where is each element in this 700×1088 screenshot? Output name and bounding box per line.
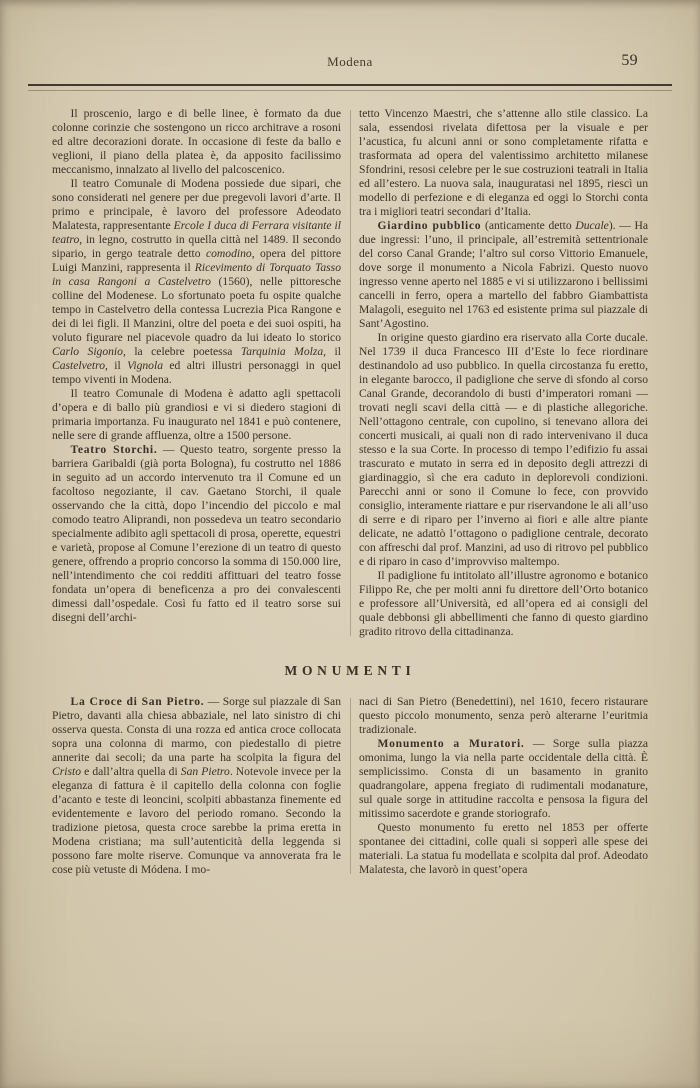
text-run: , il (323, 345, 341, 358)
text-run: comodino (205, 247, 252, 260)
text-run: naci di San Pietro (Benedettini), nel 1610, fecero ristaurare questo piccolo monumento, senza però alterarne l’euritmia tradizionale. (359, 695, 648, 736)
text-run: . Notevole invece per la eleganza di fattura è il capitello della colonna con foglie d’acanto e teste di leoncini, scolpiti abbastanza finemente ed evidentemente e lavoro del periodo romano. Secondo la tradizione pietosa, questa croce sarebbe la prima eretta in Modena cristiana; ma sull’autenticità della leggenda si possono fare molte riserve. Comunque va annoverata fra le cose più vetuste di Módena. I mo- (52, 765, 341, 876)
upper-text-block (52, 107, 648, 639)
paragraph (359, 219, 648, 331)
text-run: (anticamente detto (481, 219, 576, 232)
paragraph (359, 737, 648, 821)
lower-right-column (350, 695, 648, 877)
lower-text-block (52, 695, 648, 877)
upper-right-column (350, 107, 648, 639)
lower-left-column (52, 695, 350, 877)
paragraph (359, 331, 648, 569)
page-number: 59 (621, 52, 638, 69)
text-run: Questo monumento fu eretto nel 1853 per offerte spontanee dei cittadini, colle quali si sopperì alle spese dei materiali. La statua fu modellata e scolpita dal prof. Adeodato Malatesta, che lavorò in quest’opera (359, 821, 648, 876)
text-run: Il padiglione fu intitolato all’illustre agronomo e botanico Filippo Re, che per molti anni fu direttore dell’Orto botanico e professore all’Università, ed all’opera ed ai consigli del quale debbonsi gli abbellimenti che fanno di questo giardino gradito ritrovo della cittadinanza. (359, 569, 648, 638)
text-run: e dall’altra quella di (81, 765, 181, 778)
text-run: Ducale (575, 219, 609, 232)
section-heading-monumenti: MONUMENTI (284, 663, 416, 678)
text-run: — Questo teatro, sorgente presso la barriera Garibaldi (già porta Bologna), fu costrutto nel 1886 in seguito ad un accordo intervenuto tra il Comune ed un facoltoso negoziante, il cav. Gaetano Storchi, il quale osservando che la città, dopo l’incendio del piccolo e mal comodo teatro Aliprandi, non possedeva un teatro secondario specialmente adibito agli spettacoli di prosa, operette, equestri e varietà, propose al Comune l’erezione di un teatro di questo genere, offrendo a proprio concorso la somma di 150.000 lire, nell’intendimento che coi redditi affittuari del teatro fosse fondata un’opera di beneficenza a pro dei convalescenti dimessi dall’ospedale. Così fu fatto ed il teatro sorse sui disegni dell’archi- (52, 443, 341, 624)
text-run: Ercole I duca di Ferrara visitante il teatro (52, 219, 341, 246)
text-run: San Pietro (180, 765, 230, 778)
text-run: Carlo Sigonio (52, 345, 123, 358)
text-run: ). — Ha due ingressi: l’uno, il principale, all’estremità settentrionale del corso Canal Grande; l’altro sul corso Vittorio Emanuele, dove sorge il monumento a Nicola Fabrizi. Questo nuovo ingresso venne aperto nel 1885 e vi si utilizzarono i bellissimi cancelli in ferro, opera a martello del fabbro Giambattista Malagoli, eseguito nel 1763 ed esistente prima sul piazzale di Sant’Agostino. (359, 219, 648, 330)
paragraph (359, 107, 648, 219)
running-head: Modena (327, 54, 373, 69)
upper-left-column (52, 107, 350, 639)
text-run: Ricevimento di Torquato Tasso in casa Rangoni a Castelvetro (52, 261, 341, 288)
text-run: , il (105, 359, 128, 372)
paragraph (52, 107, 341, 177)
text-run: Il teatro Comunale di Modena è adatto agli spettacoli d’opera e di ballo più grandiosi e vi si diedero stagioni di primaria importanza. Fu inaugurato nel 1841 e può contenere, nelle sere di grande affluenza, oltre a 1500 persone. (52, 387, 341, 442)
text-run: In origine questo giardino era riservato alla Corte ducale. Nel 1739 il duca Francesco III d’Este lo fece riordinare destinandolo ad uso pubblico. In quella circostanza fu eretto, in elegante barocco, il padiglione che serve di sfondo al corso Canal Grande, decorandolo di busti d’imperatori romani — trovati negli scavi della città — e di plastiche allegoriche. Nell’ottagono centrale, con cupolino, si tenevano allora dei concerti musicali, ai quali non di rado intervenivano il duca stesso e la sua Corte. In processo di tempo l’edifizio fu assai trascurato e mutato in serra ed in deposito degli attrezzi di giardinaggio, sì che era caduto in deplorevoli condizioni. Parecchi anni or sono il Comune lo fece, con provvido consiglio, interamente riattare e pur riservandone le ali all’uso di serre e di riparo per l’inverno ai fiori e alle altre piante delicate, ne adattò l’ottagono o padiglione centrale, decorato con affreschi dal prof. Manzini, ad uso di ritrovo pel pubblico e di riparo in caso d’improvviso maltempo. (359, 331, 648, 568)
paragraph (359, 695, 648, 737)
text-run: Castelvetro (52, 359, 106, 372)
paragraph (52, 177, 341, 387)
paragraph-lead: La Croce di San Pietro. (70, 695, 205, 708)
text-run: tetto Vincenzo Maestri, che s’attenne allo stile classico. La sala, essendosi rivelata difettosa per la visuale e per l’acustica, fu alcuni anni or sono completamente rifatta e trasformata ad opera del valentissimo architetto milanese Sfondrini, resosi celebre per le sue costruzioni teatrali in Italia ed all’estero. La nuova sala, inauguratasi nel 1895, riescì un modello di perfezione e di eleganza ed oggi lo Storchi conta tra i migliori teatri secondari d’Italia. (359, 107, 648, 218)
text-run: Il teatro Comunale di Modena possiede due sipari, che sono considerati nel genere per due pregevoli lavori d’arte. Il primo e principale, è lavoro del professore Adeodato Malatesta, rappresentante (52, 177, 341, 232)
text-run: Il proscenio, largo e di belle linee, è formato da due colonne corinzie che sostengono un ricco architrave a rosoni ed altre decorazioni dorate. In occasione di feste da ballo e veglioni, il piano della platea è, da apposito facilissimo meccanismo, innalzato al livello del palcoscenico. (52, 107, 341, 176)
paragraph-lead: Giardino pubblico (377, 219, 482, 232)
paragraph (359, 821, 648, 877)
text-run: Vignola (127, 359, 163, 372)
text-run: Tarquinia Molza (240, 345, 324, 358)
text-run: , in legno, costrutto in quella città nel 1489. Il secondo sipario, in gergo teatrale detto (52, 233, 341, 260)
text-run: — Sorge sulla piazza omonima, lungo la via nella parte occidentale della città. È semplicissimo. Consta di un basamento in granito quadrangolare, appena fregiato di rudimentali modanature, sul quale sorge in attitudine raccolta e pensosa la figura del mitissimo sacerdote e grande storiografo. (359, 737, 648, 820)
text-run: , la celebre poetessa (122, 345, 241, 358)
page-header (52, 54, 648, 78)
text-run: — Sorge sul piazzale di San Pietro, davanti alla chiesa abbaziale, nel lato sinistro di chi osserva questa. Consta di una rozza ed antica croce collocata sopra una colonna di marmo, con piedestallo di pietre annerite dai secoli; da una parte ha scolpita la figura del (52, 695, 341, 764)
paragraph (52, 695, 341, 877)
paragraph (52, 387, 341, 443)
paragraph (359, 569, 648, 639)
paragraph-lead: Monumento a Muratori. (377, 737, 525, 750)
text-run: (1560), nelle pittoresche colline del Modenese. Lo sfortunato poeta fu ospite qualche tempo in Castelvetro della contessa Lucrezia Pica Rangone e dei di lei figli. Il Manzini, oltre del poeta e dei suoi ospiti, ha voluto figurare nel piacevole quadro da lui ideato lo storico (52, 275, 342, 344)
paragraph-lead: Teatro Storchi. (70, 443, 158, 456)
text-run: ed altri illustri personaggi in quel tempo viventi in Modena. (52, 359, 341, 386)
paragraph (52, 443, 341, 625)
text-run: Cristo (52, 765, 81, 778)
header-rule (28, 84, 672, 91)
text-run: , opera del pittore Luigi Manzini, rappresenta il (52, 247, 341, 274)
